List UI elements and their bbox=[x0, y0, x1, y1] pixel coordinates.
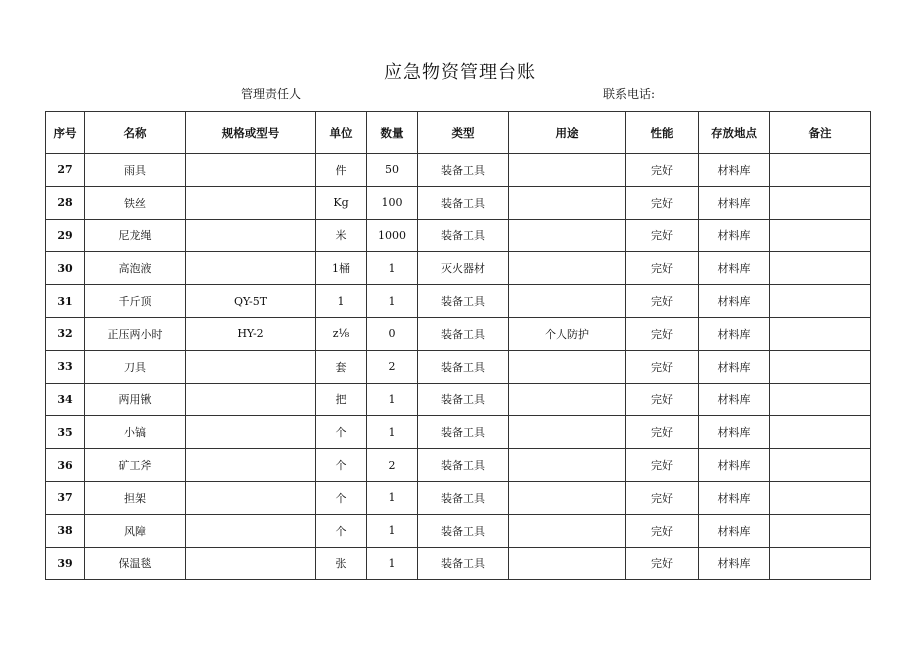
cell-name: 千斤顶 bbox=[85, 285, 186, 318]
cell-name: 小镐 bbox=[85, 416, 186, 449]
table-row bbox=[46, 186, 871, 219]
cell-quantity: 0 bbox=[367, 317, 418, 350]
table-row bbox=[46, 154, 871, 187]
cell-use bbox=[509, 285, 626, 318]
cell-seq: 36 bbox=[46, 449, 85, 482]
column-header-location: 存放地点 bbox=[699, 112, 770, 154]
cell-note bbox=[770, 416, 871, 449]
cell-note bbox=[770, 186, 871, 219]
cell-note bbox=[770, 154, 871, 187]
cell-spec bbox=[186, 252, 316, 285]
cell-unit: 个 bbox=[316, 449, 367, 482]
cell-unit: 件 bbox=[316, 154, 367, 187]
cell-performance: 完好 bbox=[626, 154, 699, 187]
cell-note bbox=[770, 383, 871, 416]
cell-spec bbox=[186, 481, 316, 514]
cell-spec bbox=[186, 383, 316, 416]
cell-performance: 完好 bbox=[626, 186, 699, 219]
table-row bbox=[46, 449, 871, 482]
cell-location: 材料库 bbox=[699, 416, 770, 449]
cell-quantity: 1 bbox=[367, 547, 418, 580]
cell-quantity: 50 bbox=[367, 154, 418, 187]
cell-use bbox=[509, 416, 626, 449]
cell-use bbox=[509, 219, 626, 252]
cell-note bbox=[770, 481, 871, 514]
cell-type: 装备工具 bbox=[418, 481, 509, 514]
cell-name: 两用锹 bbox=[85, 383, 186, 416]
cell-name: 高泡液 bbox=[85, 252, 186, 285]
cell-note bbox=[770, 449, 871, 482]
table-row bbox=[46, 252, 871, 285]
column-header-unit: 单位 bbox=[316, 112, 367, 154]
cell-seq: 35 bbox=[46, 416, 85, 449]
cell-seq: 38 bbox=[46, 514, 85, 547]
cell-spec bbox=[186, 514, 316, 547]
cell-location: 材料库 bbox=[699, 547, 770, 580]
cell-type: 装备工具 bbox=[418, 514, 509, 547]
cell-quantity: 1 bbox=[367, 252, 418, 285]
cell-type: 装备工具 bbox=[418, 317, 509, 350]
cell-location: 材料库 bbox=[699, 383, 770, 416]
column-header-note: 备注 bbox=[770, 112, 871, 154]
cell-quantity: 1000 bbox=[367, 219, 418, 252]
cell-type: 装备工具 bbox=[418, 285, 509, 318]
cell-spec: QY-5T bbox=[186, 285, 316, 318]
cell-unit: 1桶 bbox=[316, 252, 367, 285]
cell-performance: 完好 bbox=[626, 416, 699, 449]
cell-seq: 28 bbox=[46, 186, 85, 219]
cell-unit: 套 bbox=[316, 350, 367, 383]
cell-quantity: 2 bbox=[367, 449, 418, 482]
cell-spec bbox=[186, 350, 316, 383]
cell-unit: 个 bbox=[316, 416, 367, 449]
table-row bbox=[46, 481, 871, 514]
cell-location: 材料库 bbox=[699, 252, 770, 285]
cell-spec bbox=[186, 186, 316, 219]
cell-spec: HY-2 bbox=[186, 317, 316, 350]
cell-type: 装备工具 bbox=[418, 186, 509, 219]
cell-location: 材料库 bbox=[699, 219, 770, 252]
cell-performance: 完好 bbox=[626, 285, 699, 318]
cell-use bbox=[509, 547, 626, 580]
cell-seq: 32 bbox=[46, 317, 85, 350]
cell-type: 装备工具 bbox=[418, 219, 509, 252]
column-header-quantity: 数量 bbox=[367, 112, 418, 154]
cell-seq: 30 bbox=[46, 252, 85, 285]
cell-performance: 完好 bbox=[626, 317, 699, 350]
cell-note bbox=[770, 219, 871, 252]
cell-seq: 37 bbox=[46, 481, 85, 514]
cell-performance: 完好 bbox=[626, 481, 699, 514]
cell-note bbox=[770, 350, 871, 383]
cell-quantity: 1 bbox=[367, 383, 418, 416]
cell-seq: 39 bbox=[46, 547, 85, 580]
responsible-person-label: 管理责任人 bbox=[241, 87, 302, 101]
cell-quantity: 1 bbox=[367, 285, 418, 318]
table-row bbox=[46, 383, 871, 416]
column-header-seq: 序号 bbox=[46, 112, 85, 154]
cell-note bbox=[770, 317, 871, 350]
column-header-use: 用途 bbox=[509, 112, 626, 154]
cell-name: 雨具 bbox=[85, 154, 186, 187]
cell-quantity: 100 bbox=[367, 186, 418, 219]
cell-type: 装备工具 bbox=[418, 383, 509, 416]
cell-unit: 把 bbox=[316, 383, 367, 416]
column-header-type: 类型 bbox=[418, 112, 509, 154]
cell-use bbox=[509, 514, 626, 547]
cell-location: 材料库 bbox=[699, 514, 770, 547]
cell-note bbox=[770, 252, 871, 285]
cell-use bbox=[509, 350, 626, 383]
table-row bbox=[46, 350, 871, 383]
cell-location: 材料库 bbox=[699, 449, 770, 482]
phone-label: 联系电话: bbox=[603, 87, 656, 101]
table-row bbox=[46, 547, 871, 580]
cell-use bbox=[509, 154, 626, 187]
cell-unit: 张 bbox=[316, 547, 367, 580]
table-row bbox=[46, 219, 871, 252]
cell-unit: 个 bbox=[316, 481, 367, 514]
cell-seq: 33 bbox=[46, 350, 85, 383]
cell-name: 铁丝 bbox=[85, 186, 186, 219]
table-row bbox=[46, 285, 871, 318]
cell-quantity: 2 bbox=[367, 350, 418, 383]
cell-type: 装备工具 bbox=[418, 449, 509, 482]
cell-spec bbox=[186, 547, 316, 580]
table-row bbox=[46, 317, 871, 350]
cell-spec bbox=[186, 219, 316, 252]
cell-type: 装备工具 bbox=[418, 416, 509, 449]
cell-performance: 完好 bbox=[626, 350, 699, 383]
cell-performance: 完好 bbox=[626, 219, 699, 252]
cell-unit: 个 bbox=[316, 514, 367, 547]
table-row bbox=[46, 514, 871, 547]
cell-location: 材料库 bbox=[699, 285, 770, 318]
cell-name: 保温毯 bbox=[85, 547, 186, 580]
cell-spec bbox=[186, 154, 316, 187]
cell-unit: z⅛ bbox=[316, 317, 367, 350]
cell-location: 材料库 bbox=[699, 317, 770, 350]
cell-type: 装备工具 bbox=[418, 547, 509, 580]
table-row bbox=[46, 416, 871, 449]
cell-seq: 27 bbox=[46, 154, 85, 187]
page-title: 应急物资管理台账 bbox=[384, 62, 536, 83]
cell-type: 灭火器材 bbox=[418, 252, 509, 285]
cell-performance: 完好 bbox=[626, 547, 699, 580]
cell-name: 正压两小时 bbox=[85, 317, 186, 350]
cell-performance: 完好 bbox=[626, 383, 699, 416]
cell-location: 材料库 bbox=[699, 350, 770, 383]
cell-note bbox=[770, 285, 871, 318]
cell-performance: 完好 bbox=[626, 514, 699, 547]
cell-quantity: 1 bbox=[367, 514, 418, 547]
header-row bbox=[46, 112, 871, 154]
cell-location: 材料库 bbox=[699, 186, 770, 219]
cell-name: 担架 bbox=[85, 481, 186, 514]
cell-location: 材料库 bbox=[699, 154, 770, 187]
cell-use bbox=[509, 481, 626, 514]
cell-seq: 29 bbox=[46, 219, 85, 252]
cell-use bbox=[509, 449, 626, 482]
column-header-performance: 性能 bbox=[626, 112, 699, 154]
cell-name: 尼龙绳 bbox=[85, 219, 186, 252]
cell-seq: 34 bbox=[46, 383, 85, 416]
ledger-body bbox=[46, 154, 871, 580]
ledger-table bbox=[45, 111, 871, 580]
cell-note bbox=[770, 514, 871, 547]
cell-quantity: 1 bbox=[367, 481, 418, 514]
cell-note bbox=[770, 547, 871, 580]
cell-unit: Kg bbox=[316, 186, 367, 219]
cell-location: 材料库 bbox=[699, 481, 770, 514]
cell-type: 装备工具 bbox=[418, 350, 509, 383]
cell-quantity: 1 bbox=[367, 416, 418, 449]
column-header-spec: 规格或型号 bbox=[186, 112, 316, 154]
cell-type: 装备工具 bbox=[418, 154, 509, 187]
cell-use bbox=[509, 383, 626, 416]
cell-spec bbox=[186, 449, 316, 482]
cell-use: 个人防护 bbox=[509, 317, 626, 350]
cell-use bbox=[509, 186, 626, 219]
cell-performance: 完好 bbox=[626, 252, 699, 285]
cell-unit: 1 bbox=[316, 285, 367, 318]
cell-spec bbox=[186, 416, 316, 449]
cell-name: 刀具 bbox=[85, 350, 186, 383]
column-header-name: 名称 bbox=[85, 112, 186, 154]
cell-name: 矿工斧 bbox=[85, 449, 186, 482]
cell-unit: 米 bbox=[316, 219, 367, 252]
cell-performance: 完好 bbox=[626, 449, 699, 482]
cell-seq: 31 bbox=[46, 285, 85, 318]
cell-name: 风障 bbox=[85, 514, 186, 547]
cell-use bbox=[509, 252, 626, 285]
